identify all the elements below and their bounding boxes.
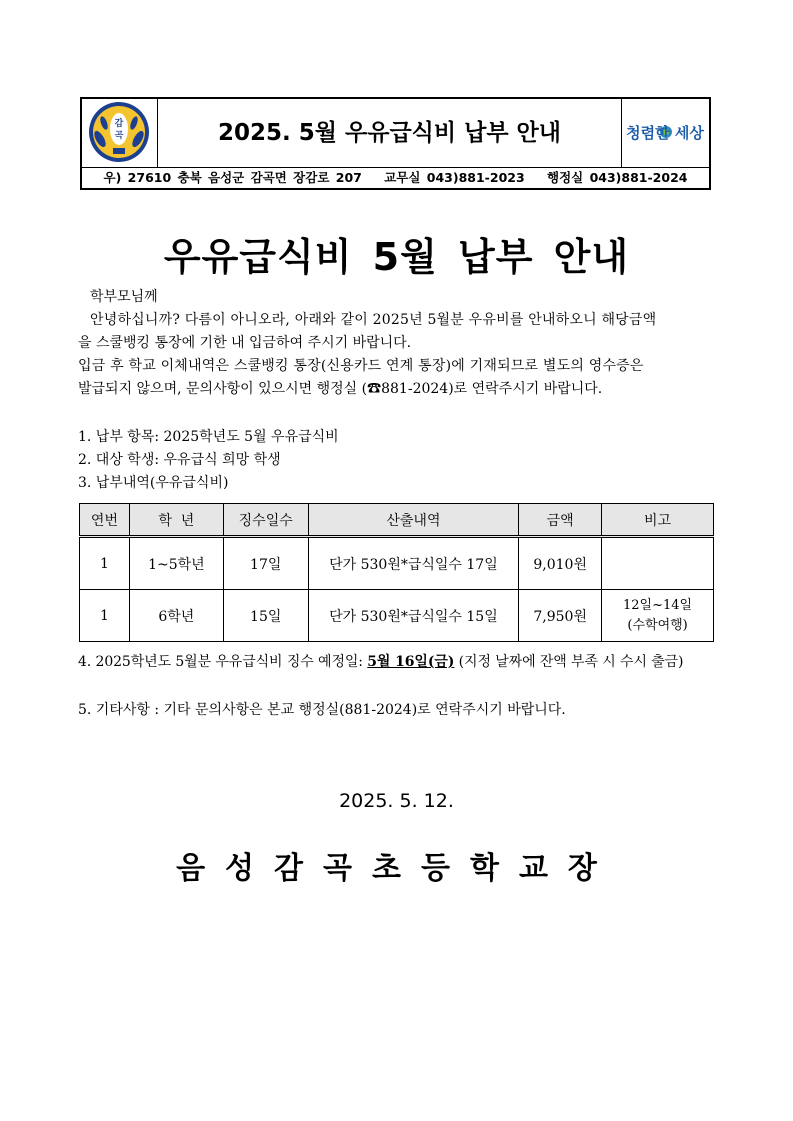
intro-line-3: 입금 후 학교 이체내역은 스쿨뱅킹 통장(신용카드 연계 통장)에 기재되므로 별도의 영수증은 — [78, 358, 644, 374]
collection-date: 5월 16일(금) — [367, 654, 455, 670]
item-4-prefix: 4. 2025학년도 5월분 우유급식비 징수 예정일: — [78, 654, 368, 670]
cell-grade: 1~5학년 — [129, 537, 223, 590]
header-no: 연번 — [80, 504, 130, 537]
note-line-1: 12일~14일 — [623, 597, 693, 613]
table-row — [80, 590, 714, 642]
school-emblem-icon — [82, 99, 156, 165]
cell-days: 17일 — [223, 537, 308, 590]
cell-no: 1 — [80, 590, 130, 642]
principal-signature: 음성감곡초등학교장 — [176, 851, 617, 886]
item-4-suffix: (지정 날짜에 잔액 부족 시 수시 출금) — [454, 654, 684, 670]
table-header-row — [80, 504, 714, 537]
cell-calc: 단가 530원*급식일수 17일 — [308, 537, 519, 590]
greeting: 학부모님께 — [90, 289, 158, 305]
office-phone: 교무실 043)881-2023 — [384, 170, 525, 185]
item-5: 5. 기타사항 : 기타 문의사항은 본교 행정실(881-2024)로 연락주시기 바랍니다. — [78, 702, 566, 718]
item-4 — [78, 651, 718, 674]
item-3: 3. 납부내역(우유급식비) — [78, 475, 229, 491]
cell-note — [602, 590, 714, 642]
slogan-text: 청렴한 세상 — [626, 124, 704, 142]
document-title: 우유급식비 5월 납부 안내 — [163, 235, 630, 279]
header-amount: 금액 — [519, 504, 602, 537]
intro-line-4: 발급되지 않으며, 문의사항이 있으시면 행정실 (☎881-2024)로 연락주시기 바랍니다. — [78, 381, 603, 397]
header-calc: 산출내역 — [308, 504, 519, 537]
item-1: 1. 납부 항목: 2025학년도 5월 우유급식비 — [78, 429, 339, 445]
table-row — [80, 537, 714, 590]
cell-amount: 7,950원 — [519, 590, 602, 642]
cell-grade: 6학년 — [129, 590, 223, 642]
letterhead — [80, 97, 711, 190]
letterhead-title: 2025. 5월 우유급식비 납부 안내 — [218, 120, 561, 146]
admin-phone: 행정실 043)881-2024 — [547, 170, 688, 185]
header-note: 비고 — [602, 504, 714, 537]
header-grade: 학 년 — [129, 504, 223, 537]
slogan-logo — [621, 99, 709, 167]
cell-note — [602, 537, 714, 590]
cell-amount: 9,010원 — [519, 537, 602, 590]
intro-line-2: 을 스쿨뱅킹 통장에 기한 내 입금하여 주시기 바랍니다. — [78, 335, 412, 351]
intro-line-1: 안녕하십니까? 다름이 아니오라, 아래와 같이 2025년 5월분 우유비를 안내하오니 해당금액 — [90, 312, 657, 328]
letterhead-top — [82, 99, 709, 168]
cell-days: 15일 — [223, 590, 308, 642]
letterhead-address-bar — [82, 168, 709, 188]
document-date: 2025. 5. 12. — [339, 790, 454, 812]
fee-table — [79, 503, 714, 642]
cell-no: 1 — [80, 537, 130, 590]
header-days: 징수일수 — [223, 504, 308, 537]
school-address: 우) 27610 충북 음성군 감곡면 장감로 207 — [103, 170, 362, 185]
item-2: 2. 대상 학생: 우유급식 희망 학생 — [78, 452, 281, 468]
logo-char-2: 곡 — [114, 131, 124, 141]
logo-char-1: 감 — [114, 119, 124, 129]
slogan-badge-icon — [622, 99, 708, 165]
school-logo — [82, 99, 158, 167]
cell-calc: 단가 530원*급식일수 15일 — [308, 590, 519, 642]
note-line-2: (수학여행) — [627, 617, 688, 633]
